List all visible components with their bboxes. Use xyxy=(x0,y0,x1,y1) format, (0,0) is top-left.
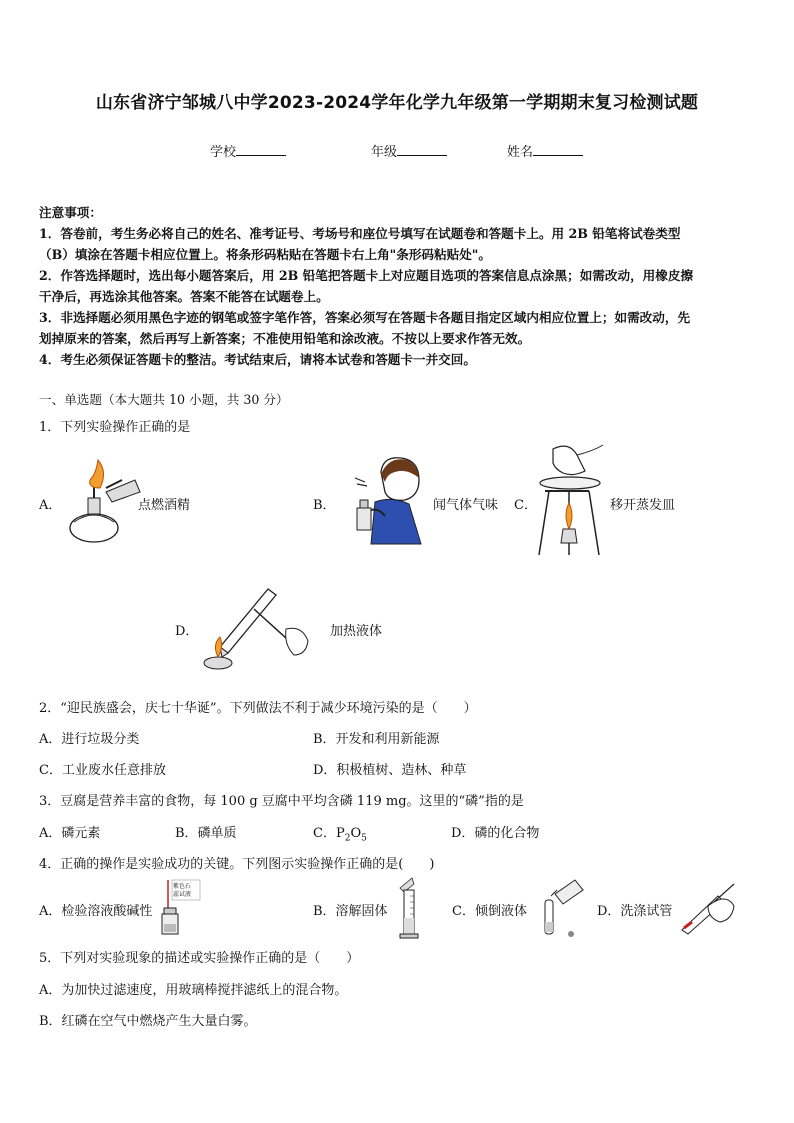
notice-line: 干净后，再选涂其他答案。答案不能答在试题卷上。 xyxy=(39,289,329,304)
grade-blank xyxy=(397,143,447,156)
lamp-lighting-lamp-illustration xyxy=(60,458,145,548)
q3-option-b: B．磷单质 xyxy=(175,826,237,841)
q3-stem: 3．豆腐是营养丰富的食物，每 100 g 豆腐中平均含磷 119 mg。这里的“磷”指的是 xyxy=(39,794,524,809)
school-field xyxy=(210,141,286,160)
litmus-test-illustration xyxy=(160,878,202,936)
school-blank xyxy=(236,143,286,156)
q3-option-c: C．$P_2O_5$ xyxy=(313,826,367,844)
q2-option-d: D．积极植树、造林、种草 xyxy=(313,763,467,778)
q1-option-a-label: A． xyxy=(39,498,62,513)
q4-option-d: D．洗涤试管 xyxy=(597,904,673,919)
grade-field xyxy=(371,141,447,160)
notice-line: 3．非选择题必须用黑色字迹的钢笔或签字笔作答，答案必须写在答题卡各题目指定区域内相应位置上；如需改动，先 xyxy=(39,310,691,325)
q5-option-a: A．为加快过滤速度，用玻璃棒搅拌滤纸上的混合物。 xyxy=(39,983,348,998)
notice-line: 划掉原来的答案，然后再写上新答案；不准使用铅笔和涂改液。不按以上要求作答无效。 xyxy=(39,331,531,346)
school-label: 学校 xyxy=(210,145,237,160)
q2-stem: 2．“迎民族盛会，庆七十华诞”。下列做法不利于减少环境污染的是（ ） xyxy=(39,701,477,716)
notice-line: 2．作答选择题时，选出每小题答案后，用 2B 铅笔把答题卡上对应题目选项的答案信息点涂黑；如需改动，用橡皮擦 xyxy=(39,268,694,283)
heating-liquid-test-tube-illustration xyxy=(198,583,316,673)
q5-stem: 5．下列对实验现象的描述或实验操作正确的是（ ） xyxy=(39,951,360,966)
q1-option-c-label: C． xyxy=(514,498,537,513)
notice-line: 4．考生必须保证答题卡的整洁。考试结束后，请将本试卷和答题卡一并交回。 xyxy=(39,352,476,367)
washing-test-tube-illustration xyxy=(678,882,738,934)
name-label: 姓名 xyxy=(507,145,534,160)
pouring-liquid-illustration xyxy=(535,876,585,938)
q1-option-b-label: B． xyxy=(313,498,336,513)
grade-label: 年级 xyxy=(371,145,398,160)
notice-line: 1．答卷前，考生务必将自己的姓名、准考证号、考场号和座位号填写在试题卷和答题卡上。用 2B 铅笔将试卷类型 xyxy=(39,226,681,241)
q1-option-b-text: 闻气体气味 xyxy=(433,498,499,513)
q4-option-a: A．检验溶液酸碱性 xyxy=(39,904,153,919)
q1-option-d-label: D． xyxy=(175,624,199,639)
notice-block xyxy=(39,202,693,370)
paper-label-line2: 蕊试液 xyxy=(173,891,192,898)
exam-title: 山东省济宁邹城八中学2023-2024学年化学九年级第一学期期末复习检测试题 xyxy=(95,93,699,113)
notice-heading: 注意事项： xyxy=(39,205,102,220)
measuring-cylinder-illustration xyxy=(396,878,424,940)
q1-option-d-text: 加热液体 xyxy=(330,624,383,639)
q1-option-a-text: 点燃酒精 xyxy=(138,498,191,513)
name-blank xyxy=(533,143,583,156)
section-heading: 一、单选题（本大题共 10 小题，共 30 分） xyxy=(39,392,289,407)
q2-option-b: B．开发和利用新能源 xyxy=(313,732,440,747)
q3-option-d: D．磷的化合物 xyxy=(451,826,540,841)
paper-label-line1: 紫色石 xyxy=(173,883,192,890)
evaporating-dish-stand-illustration xyxy=(533,443,608,558)
q4-stem: 4．正确的操作是实验成功的关键。下列图示实验操作正确的是( ) xyxy=(39,857,435,872)
smelling-gas-boy-illustration xyxy=(345,452,430,544)
notice-line: （B）填涂在答题卡相应位置上。将条形码粘贴在答题卡右上角"条形码粘贴处"。 xyxy=(39,247,491,262)
q1-stem: 1．下列实验操作正确的是 xyxy=(39,420,191,435)
q5-option-b: B．红磷在空气中燃烧产生大量白雾。 xyxy=(39,1014,257,1029)
q2-option-c: C．工业废水任意排放 xyxy=(39,763,166,778)
q3-option-a: A．磷元素 xyxy=(39,826,101,841)
q1-option-c-text: 移开蒸发皿 xyxy=(610,498,676,513)
q2-option-a: A．进行垃圾分类 xyxy=(39,732,140,747)
name-field xyxy=(507,141,583,160)
q4-option-c: C．倾倒液体 xyxy=(452,904,527,919)
q4-option-b: B．溶解固体 xyxy=(313,904,388,919)
